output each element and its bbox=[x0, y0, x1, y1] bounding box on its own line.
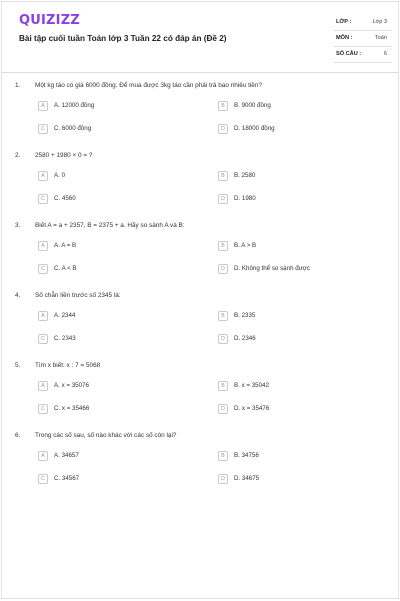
option-letter-badge: A bbox=[38, 381, 48, 391]
option-letter-badge: C bbox=[38, 474, 48, 484]
question-5 bbox=[2, 362, 398, 432]
option-letter-badge: D bbox=[218, 264, 228, 274]
worksheet-title: Bài tập cuối tuần Toán lớp 3 Tuần 22 có đáp án (Đề 2) bbox=[19, 34, 227, 43]
option-text: D. 34675 bbox=[234, 475, 260, 482]
option-letter-badge: A bbox=[38, 451, 48, 461]
question-text: Tìm x biết: x : 7 = 5068 bbox=[35, 362, 101, 369]
question-text: 2580 + 1980 × 0 = ? bbox=[35, 152, 93, 159]
meta-value: 6 bbox=[383, 51, 387, 57]
option-letter-badge: A bbox=[38, 171, 48, 181]
question-1 bbox=[2, 82, 398, 152]
option-letter-badge: B bbox=[218, 311, 228, 321]
option-letter-badge: D bbox=[218, 334, 228, 344]
option-text: C. 2343 bbox=[54, 335, 76, 342]
meta-row-question-count bbox=[334, 46, 392, 63]
meta-table bbox=[334, 2, 392, 72]
option-text: B. 9000 đồng bbox=[234, 102, 271, 109]
option-text: B. 34756 bbox=[234, 452, 259, 459]
option-text: C. 6000 đồng bbox=[54, 125, 92, 132]
option-letter-badge: B bbox=[218, 101, 228, 111]
question-6 bbox=[2, 432, 398, 502]
question-text: Một kg táo có giá 6000 đồng. Để mua được 3kg táo cần phải trả bao nhiêu tiền? bbox=[35, 82, 262, 89]
option-letter-badge: D bbox=[218, 124, 228, 134]
meta-row-subject bbox=[334, 30, 392, 47]
option-letter-badge: D bbox=[218, 194, 228, 204]
option-text: A. A = B bbox=[54, 242, 77, 249]
option-letter-badge: C bbox=[38, 404, 48, 414]
option-letter-badge: A bbox=[38, 241, 48, 251]
meta-label: SỐ CÂU : bbox=[336, 51, 362, 57]
quizizz-logo: QUIZIZZ bbox=[19, 13, 80, 28]
question-2 bbox=[2, 152, 398, 222]
option-letter-badge: B bbox=[218, 381, 228, 391]
option-letter-badge: B bbox=[218, 241, 228, 251]
question-number: 5. bbox=[15, 362, 21, 369]
option-letter-badge: C bbox=[38, 264, 48, 274]
option-text: C. 34567 bbox=[54, 475, 80, 482]
option-letter-badge: C bbox=[38, 194, 48, 204]
option-letter-badge: C bbox=[38, 334, 48, 344]
option-text: B. x = 35042 bbox=[234, 382, 269, 389]
option-text: A. 12000 đồng bbox=[54, 102, 95, 109]
option-text: D. x = 35476 bbox=[234, 405, 270, 412]
question-number: 3. bbox=[15, 222, 21, 229]
option-text: D. 1980 bbox=[234, 195, 256, 202]
option-text: D. 18000 đồng bbox=[234, 125, 275, 132]
question-number: 6. bbox=[15, 432, 21, 439]
meta-row-class bbox=[334, 14, 392, 31]
option-letter-badge: B bbox=[218, 451, 228, 461]
option-text: C. A < B bbox=[54, 265, 77, 272]
option-text: A. 0 bbox=[54, 172, 66, 179]
option-letter-badge: A bbox=[38, 311, 48, 321]
option-text: B. 2580 bbox=[234, 172, 256, 179]
meta-value: Lớp 3 bbox=[372, 19, 387, 25]
question-text: Số chẵn liền trước số 2345 là: bbox=[35, 292, 121, 299]
option-text: B. 2335 bbox=[234, 312, 256, 319]
question-number: 4. bbox=[15, 292, 21, 299]
worksheet-header bbox=[2, 2, 398, 73]
option-letter-badge: D bbox=[218, 474, 228, 484]
option-text: A. 2344 bbox=[54, 312, 76, 319]
question-3 bbox=[2, 222, 398, 292]
meta-label: LỚP : bbox=[336, 19, 352, 25]
option-letter-badge: B bbox=[218, 171, 228, 181]
meta-label: MÔN : bbox=[336, 35, 353, 41]
option-letter-badge: A bbox=[38, 101, 48, 111]
question-text: Trong các số sau, số nào khác với các số còn lại? bbox=[35, 432, 177, 439]
option-letter-badge: C bbox=[38, 124, 48, 134]
option-text: A. x = 35076 bbox=[54, 382, 89, 389]
option-text: C. 4560 bbox=[54, 195, 76, 202]
option-letter-badge: D bbox=[218, 404, 228, 414]
question-number: 1. bbox=[15, 82, 21, 89]
question-text: Biết A = a + 2357, B = 2375 + a. Hãy so sánh A và B: bbox=[35, 222, 185, 229]
option-text: B. A > B bbox=[234, 242, 257, 249]
option-text: D. 2346 bbox=[234, 335, 256, 342]
question-number: 2. bbox=[15, 152, 21, 159]
option-text: C. x = 35466 bbox=[54, 405, 90, 412]
worksheet-page bbox=[1, 1, 399, 599]
option-text: A. 34657 bbox=[54, 452, 79, 459]
option-text: D. Không thể so sánh được bbox=[234, 265, 310, 272]
meta-value: Toán bbox=[374, 35, 387, 41]
question-4 bbox=[2, 292, 398, 362]
